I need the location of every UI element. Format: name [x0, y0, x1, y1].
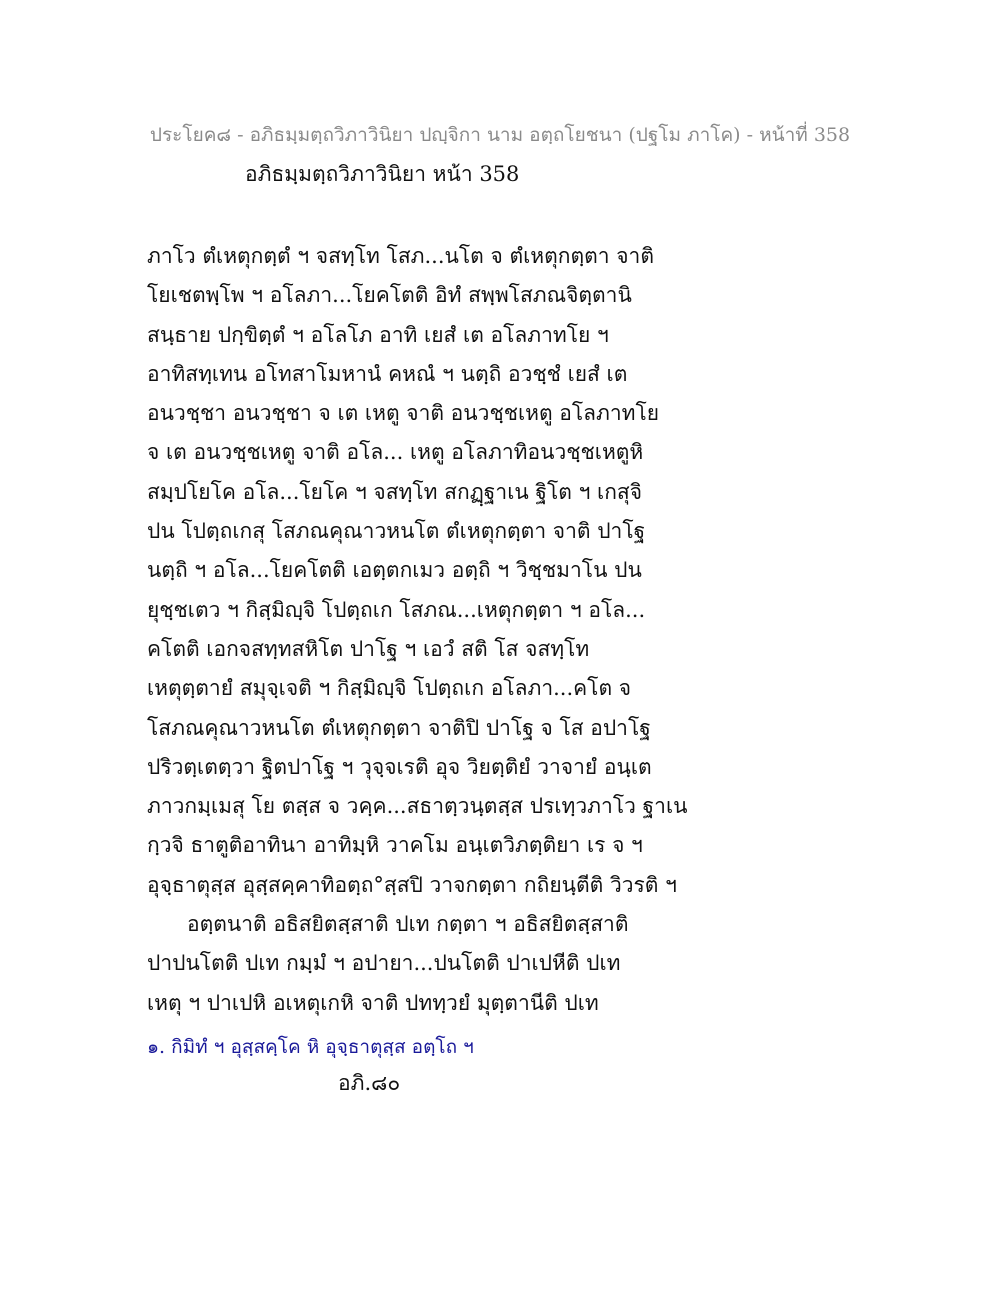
- running-header: ประโยค๘ - อภิธมฺมตฺถวิภาวินิยา ปญฺจิกา นาม อตฺถโยชนา (ปฐโม ภาโค) - หน้าที่ 358: [149, 124, 851, 146]
- text-line: อาทิสทฺเทน อโทสาโมหานํ คหณํ ฯ นตฺถิ อวชฺชํ เยสํ เต: [147, 361, 628, 386]
- text-line: เหตุ ฯ ปาเปหิ อเหตุเกหิ จาติ ปททฺวยํ มุตฺตานีติ ปเท: [147, 990, 599, 1015]
- text-line: ปาปนโตติ ปเท กมฺมํ ฯ อปายา...ปนโตติ ปาเปหีติ ปเท: [147, 951, 621, 976]
- page-subtitle: อภิธมฺมตฺถวิภาวินิยา หน้า 358: [245, 162, 520, 186]
- page-number: อภิ.๘๐: [338, 1071, 401, 1095]
- text-line: คโตติ เอกจสทฺทสหิโต ปาโฐ ฯ เอวํ สติ โส จสทฺโท: [147, 636, 590, 661]
- footnote: ๑. กิมิทํ ฯ อุสฺสคฺโค หิ อุจฺธาตุสฺส อตฺโถ ฯ: [147, 1036, 474, 1058]
- text-line: สนฺธาย ปกฺขิตฺตํ ฯ อโลโภ อาทิ เยสํ เต อโลภาทโย ฯ: [147, 322, 609, 347]
- paragraph-start-line: อตฺตนาติ อธิสยิตสฺสาติ ปเท กตฺตา ฯ อธิสยิตสฺสาติ: [187, 912, 629, 937]
- text-line: กฺวจิ ธาตูติอาทินา อาทิมฺหิ วาคโม อนฺเตวิภตฺติยา เร จ ฯ: [147, 833, 643, 858]
- text-line: โยเชตพฺโพ ฯ อโลภา...โยคโตติ อิทํ สพฺพโสภณจิตฺตานิ: [147, 283, 632, 308]
- text-line: อุจฺธาตุสฺส อุสฺสคฺคาทิอตฺถ°สฺสปิ วาจกตฺตา กถิยนฺตีติ วิวรติ ฯ: [147, 872, 677, 897]
- body-text: [147, 237, 688, 1023]
- text-line: โสภณคุณาวหนโต ตํเหตุกตฺตา จาติปิ ปาโฐ จ โส อปาโฐ: [147, 715, 651, 740]
- text-line: ปริวตฺเตตฺวา ฐิตปาโฐ ฯ วุจฺจเรติ อุจ วิยตฺติยํ วาจายํ อนฺเต: [147, 754, 652, 779]
- text-line: นตฺถิ ฯ อโล...โยคโตติ เอตฺตกเมว อตฺถิ ฯ วิชฺชมาโน ปน: [147, 558, 642, 583]
- text-line: สมฺปโยโค อโล...โยโค ฯ จสทฺโท สกฏฺฐาเน ฐิโต ฯ เกสุจิ: [147, 479, 643, 504]
- text-line: จ เต อนวชฺชเหตู จาติ อโล... เหตู อโลภาทิอนวชฺชเหตูหิ: [147, 440, 644, 465]
- text-line: ปน โปตฺถเกสุ โสภณคุณาวหนโต ตํเหตุกตฺตา จาติ ปาโฐ: [147, 519, 646, 544]
- text-line: ยุชฺชเตว ฯ กิสฺมิญฺจิ โปตฺถเก โสภณ...เหตุกตฺตา ฯ อโล...: [147, 597, 646, 622]
- text-line: ภาโว ตํเหตุกตฺตํ ฯ จสทฺโท โสภ...นโต จ ตํเหตุกตฺตา จาติ: [147, 244, 654, 268]
- text-line: อนวชฺชา อนวชฺชา จ เต เหตู จาติ อนวชฺชเหตู อโลภาทโย: [147, 401, 660, 426]
- text-line: ภาวกมฺเมสุ โย ตสฺส จ วคฺค...สธาตฺวนฺตสฺส ปรเทฺวภาโว ฐาเน: [147, 794, 688, 819]
- text-line: เหตุตฺตายํ สมุจฺเจติ ฯ กิสฺมิญฺจิ โปตฺถเก อโลภา...คโต จ: [147, 676, 632, 701]
